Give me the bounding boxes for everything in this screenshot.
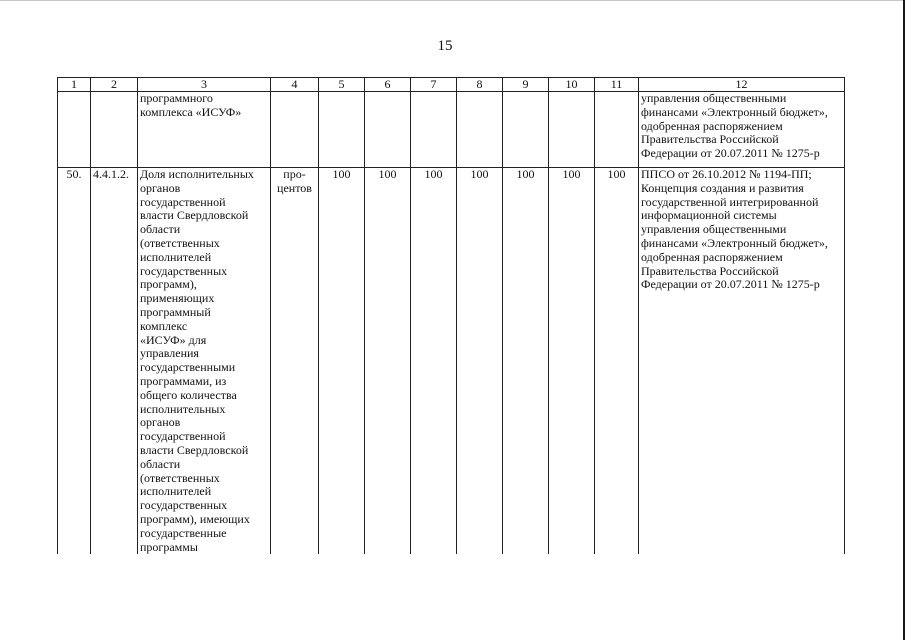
- row-value-cell: 100: [503, 168, 549, 555]
- table-row-50: [58, 168, 845, 555]
- indicators-table: [57, 77, 845, 554]
- continued-code-cell: [91, 92, 138, 168]
- continued-row: [58, 92, 845, 168]
- header-col-12: 12: [639, 78, 845, 92]
- header-col-10: 10: [549, 78, 595, 92]
- row-name-cell: Доля исполнительных органов государственной власти Свердловской области (ответственных исполнителей государственных программ), применяющих программный комплекс «ИСУФ» для управления государственными программами, из общего количества исполнительных органов государственной власти Свердловской области (ответственных исполнителей государственных программ), имеющих государственные программы: [138, 168, 271, 555]
- header-row: [58, 78, 845, 92]
- row-value-cell: 100: [595, 168, 639, 555]
- continued-value-cell: [549, 92, 595, 168]
- continued-num-cell: [58, 92, 91, 168]
- header-col-1: 1: [58, 78, 91, 92]
- row-value-cell: 100: [411, 168, 457, 555]
- header-col-6: 6: [365, 78, 411, 92]
- row-source-cell: ППСО от 26.10.2012 № 1194-ПП; Концепция создания и развития государственной интегрированной информационной системы управления общественными финансами «Электронный бюджет», одобренная распоряжением Правительства Российской Федерации от 20.07.2011 № 1275-р: [639, 168, 845, 555]
- row-value-cell: 100: [549, 168, 595, 555]
- continued-value-cell: [503, 92, 549, 168]
- header-col-7: 7: [411, 78, 457, 92]
- row-num-cell: 50.: [58, 168, 91, 555]
- header-col-4: 4: [271, 78, 319, 92]
- continued-value-cell: [319, 92, 365, 168]
- row-value-cell: 100: [457, 168, 503, 555]
- continued-unit-cell: [271, 92, 319, 168]
- continued-value-cell: [457, 92, 503, 168]
- continued-source-cell: управления общественными финансами «Электронный бюджет», одобренная распоряжением Правительства Российской Федерации от 20.07.2011 № 1275-р: [639, 92, 845, 168]
- continued-value-cell: [411, 92, 457, 168]
- header-col-3: 3: [138, 78, 271, 92]
- row-code-cell: 4.4.1.2.: [91, 168, 138, 555]
- header-col-8: 8: [457, 78, 503, 92]
- header-col-9: 9: [503, 78, 549, 92]
- continued-value-cell: [595, 92, 639, 168]
- header-col-2: 2: [91, 78, 138, 92]
- continued-value-cell: [365, 92, 411, 168]
- page-number: 15: [437, 38, 453, 54]
- row-unit-cell: про- центов: [271, 168, 319, 555]
- continued-name-cell: программного комплекса «ИСУФ»: [138, 92, 271, 168]
- row-value-cell: 100: [365, 168, 411, 555]
- header-col-5: 5: [319, 78, 365, 92]
- row-value-cell: 100: [319, 168, 365, 555]
- scan-top-edge: [0, 0, 905, 1]
- header-col-11: 11: [595, 78, 639, 92]
